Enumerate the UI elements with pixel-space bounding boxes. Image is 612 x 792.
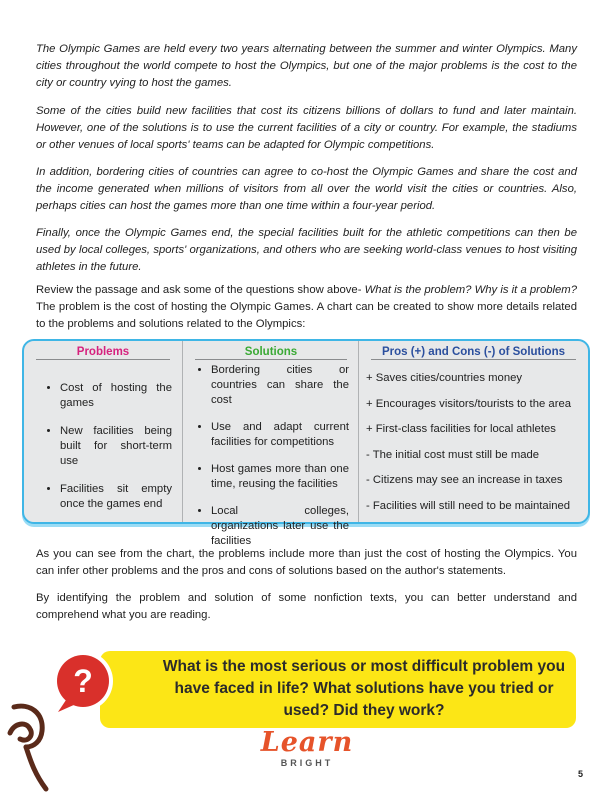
list-item: + Encourages visitors/tourists to the area: [366, 397, 572, 410]
finally-paragraph: Finally, once the Olympic Games end, the special facilities built for the athletic competitions can then be used by local colleges, sports' organizations, and others who are seeking world-class venues to host visiting athletes in the future.: [36, 227, 577, 273]
header-divider: [36, 359, 170, 360]
list-item: - The initial cost must still be made: [366, 448, 540, 461]
pros-cons-header: Pros (+) and Cons (-) of Solutions: [381, 346, 566, 358]
problems-list: [24, 381, 182, 525]
list-item: • Cost of hosting the games: [60, 381, 172, 411]
intro-paragraph: The Olympic Games are held every two years alternating between the summer and winter Olympics. Many cities throughout the world compete to host the Olympics, but one of the major problems is the cost to the city or country vying to host the games.: [36, 43, 577, 89]
problems-header: Problems: [76, 346, 130, 358]
page-number: 5: [578, 769, 584, 779]
thinking-person-icon: [0, 703, 60, 792]
list-item: • New facilities being built for short-term use: [60, 424, 172, 469]
callout-question: What is the most serious or most difficult problem you have faced in life? What solutions have you tried or used? Did they work?: [162, 658, 566, 719]
header-divider: [195, 359, 347, 360]
list-item: - Citizens may see an increase in taxes: [366, 474, 563, 487]
list-item: • Facilities sit empty once the games end: [60, 482, 172, 512]
review-paragraph: [36, 282, 577, 333]
list-item: • Host games more than one time, reusing the facilities: [211, 462, 349, 492]
list-item: + First-class facilities for local athletes: [366, 423, 556, 436]
header-divider: [371, 359, 576, 360]
problem-solution-chart: [22, 339, 590, 547]
solutions-header: Solutions: [244, 346, 298, 358]
pros-cons-column: [358, 341, 588, 522]
solutions-column: [182, 341, 359, 547]
list-item: - Facilities will still need to be maintained: [366, 499, 571, 512]
facilities-paragraph: Some of the cities build new facilities that cost its citizens billions of dollars to fund and later maintain. However, one of the solutions is to use the current facilities of a city or country. For example, the stadiums or other venues of local sports' teams can be adapted for Olympic competitions.: [36, 105, 577, 151]
solutions-list: [183, 363, 359, 561]
pros-cons-list: [359, 371, 588, 525]
learn-bright-logo: [252, 728, 362, 786]
logo-word: Learn: [260, 727, 354, 758]
list-item: • Local colleges, organizations later use the facilities: [211, 504, 349, 549]
review-lead: Review the passage and ask some of the questions show above-: [36, 284, 365, 296]
logo-subtitle: BRIGHT: [280, 758, 334, 768]
question-mark-glyph: ?: [73, 663, 93, 699]
discussion-callout: [100, 651, 576, 728]
list-item: + Saves cities/countries money: [366, 372, 523, 384]
closing-paragraph: By identifying the problem and solution of some nonfiction texts, you can better understand and comprehend what you are reading.: [36, 592, 577, 621]
review-questions: What is the problem? Why is it a problem?: [364, 284, 577, 296]
co-host-paragraph: In addition, bordering cities of countries can agree to co-host the Olympic Games and share the cost and the income generated when millions of visitors from all over the world visit the cities or countries. Also, perhaps cities can host the games more than one time within a four-year period.: [36, 166, 577, 212]
list-item: • Bordering cities or countries can share the cost: [211, 363, 349, 408]
review-rest: The problem is the cost of hosting the Olympic Games. A chart can be created to show more details related to the problems and solutions related to the Olympics:: [36, 301, 577, 330]
after-chart-paragraph: As you can see from the chart, the problems include more than just the cost of hosting the Olympics. You can infer other problems and the pros and cons of solutions based on the author's statements.: [36, 548, 577, 577]
problems-column: [24, 341, 182, 522]
list-item: • Use and adapt current facilities for competitions: [211, 420, 349, 450]
